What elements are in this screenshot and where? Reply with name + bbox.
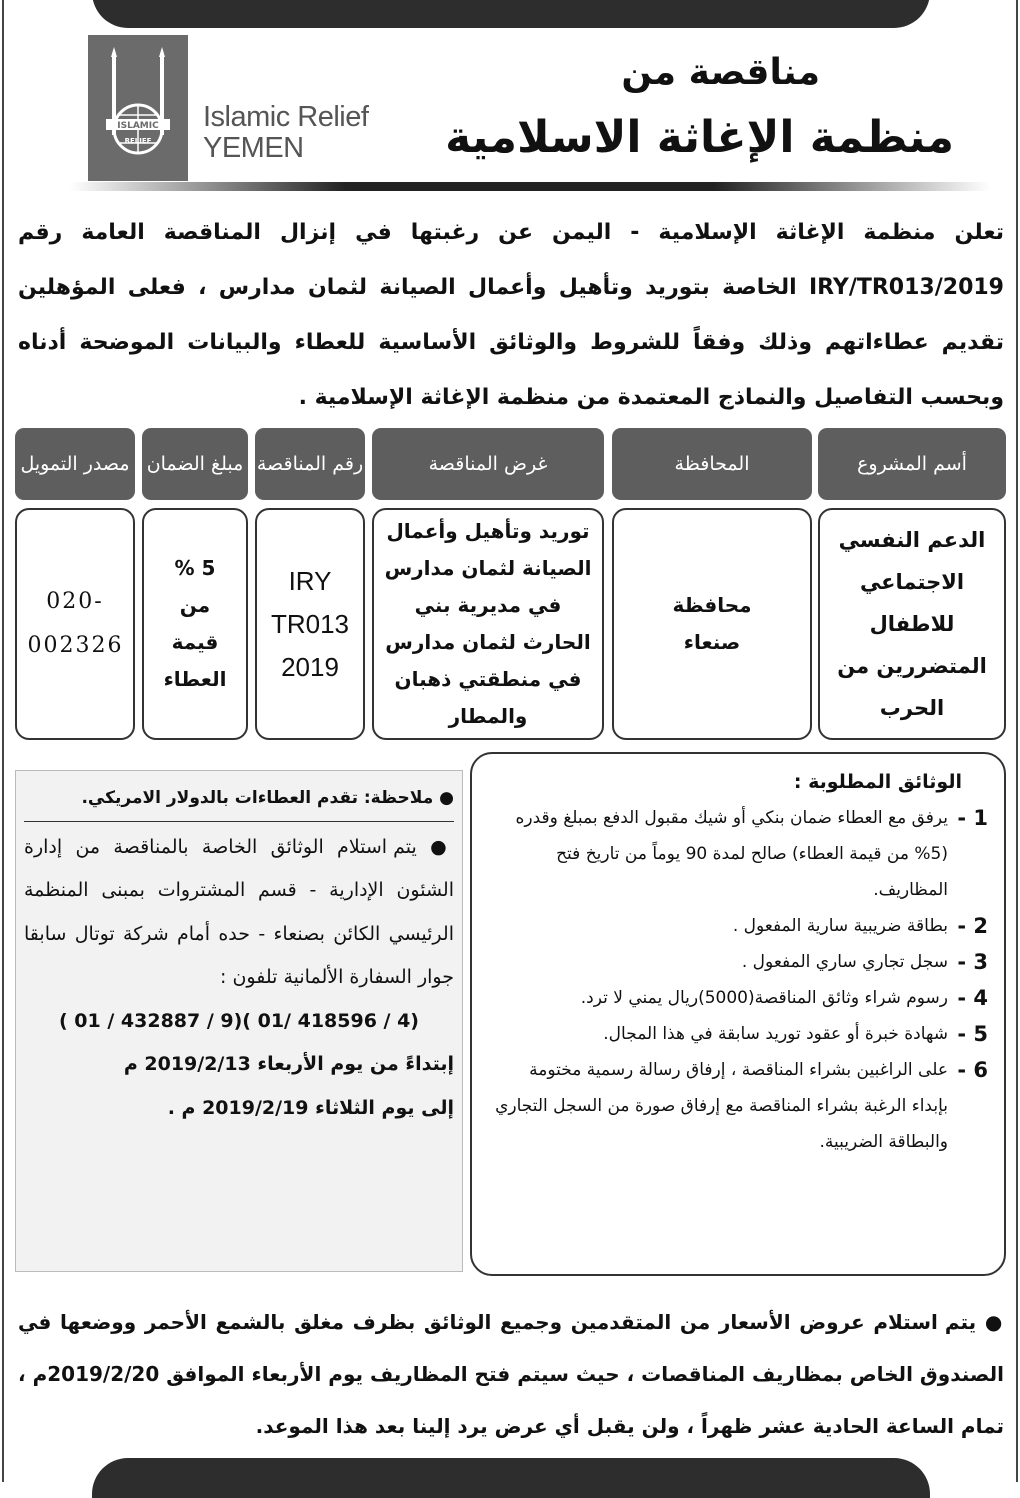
footer-text: يتم استلام عروض الأسعار من المتقدمين وجميع الوثائق بظرف مغلق بالشمع الأحمر ووضعها في الصندوق الخاص بمظاريف المناقصات ، حيث سيتم فتح المظاريف يوم الأربعاء الموافق 2019/2/20م ، تمام الساعة الحادية عشر ظهراً ، ولن يقبل أي عرض يرد إلينا بعد هذا الموعد. xyxy=(18,1310,1004,1438)
item-number: 6 - xyxy=(957,1058,988,1082)
document-item xyxy=(488,1016,988,1052)
cell-governorate xyxy=(612,508,812,740)
document-item xyxy=(488,800,988,908)
document-item xyxy=(488,1052,988,1160)
header-governorate: المحافظة xyxy=(612,428,812,500)
item-text: رسوم شراء وثائق المناقصة(5000)ريال يمني لا ترد. xyxy=(580,988,948,1008)
cell-funding xyxy=(15,508,135,740)
purpose-value: توريد وتأهيل وأعمال الصيانة لثمان مدارس في مديرية بني الحارث لثمان مدارس في منطقتي ذهبان والمطار xyxy=(384,519,592,728)
item-number: 3 - xyxy=(957,950,988,974)
end-date: إلى يوم الثلاثاء 2019/2/19 م . xyxy=(167,1096,454,1119)
tender-number-value: IRY TR013 2019 xyxy=(270,565,350,682)
item-number: 1 - xyxy=(957,806,988,830)
governorate-value: محافظة صنعاء xyxy=(672,593,752,654)
brand-line1: Islamic Relief xyxy=(203,101,369,133)
phone-numbers: ( 01 / 432887 / 9)( 01/ 418596 / 4) xyxy=(59,1009,419,1032)
start-date: إبتداءً من يوم الأربعاء 2019/2/13 م xyxy=(123,1053,454,1075)
svg-text:RELIEF: RELIEF xyxy=(124,137,152,145)
intro-paragraph: تعلن منظمة الإغاثة الإسلامية - اليمن عن رغبتها في إنزال المناقصة العامة رقم IRY/TR013/2019 الخاصة بتوريد وتأهيل وأعمال الصيانة لثمان مدارس ، فعلى المؤهلين تقديم عطاءاتهم وذلك وفقاً للشروط والوثائق الأساسية للعطاء والبيانات الموضحة أدناه وبحسب التفاصيل والنماذج المعتمدة من منظمة الإغاثة الإسلامية . xyxy=(18,220,1004,410)
title-line2: منظمة الإغاثة الاسلامية xyxy=(445,112,954,163)
item-text: على الراغبين بشراء المناقصة ، إرفاق رسالة رسمية مختومة بإبداء الرغبة بشراء المناقصة مع إرفاق صورة من السجل التجاري والبطاقة الضريبية. xyxy=(495,1060,948,1152)
header-purpose: غرض المناقصة xyxy=(372,428,604,500)
divider xyxy=(70,182,990,191)
documents-title: الوثائق المطلوبة : xyxy=(793,771,962,793)
brand-line2: YEMEN xyxy=(203,132,304,164)
footer-paragraph: ● يتم استلام عروض الأسعار من المتقدمين وجميع الوثائق بظرف مغلق بالشمع الأحمر ووضعها في الصندوق الخاص بمظاريف المناقصات ، حيث سيتم فتح المظاريف يوم الأربعاء الموافق 2019/2/20م ، تمام الساعة الحادية عشر ظهراً ، ولن يقبل أي عرض يرد إلينا بعد هذا الموعد. xyxy=(18,1310,1004,1438)
document-item xyxy=(488,980,988,1016)
header-project: أسم المشروع xyxy=(818,428,1006,500)
header-guarantee: مبلغ الضمان xyxy=(142,428,248,500)
item-text: سجل تجاري ساري المفعول . xyxy=(741,952,948,972)
title-line1: مناقصة من xyxy=(621,52,820,93)
receipt-info: ● يتم استلام الوثائق الخاصة بالمناقصة من إدارة الشئون الإدارية - قسم المشتروات بمبنى المنظمة الرئيسي الكائن بصنعاء - حده أمام شركة توتال سابقا جوار السفارة الألمانية تلفون : xyxy=(24,835,454,988)
item-number: 2 - xyxy=(957,914,988,938)
note-usd: ● ملاحظة: تقدم العطاءات بالدولار الامريكي. xyxy=(24,777,454,822)
top-banner-bar xyxy=(92,0,930,28)
project-name: الدعم النفسي الاجتماعي للاطفال المتضررين من الحرب xyxy=(837,528,987,720)
note-text: ملاحظة: تقدم العطاءات بالدولار الامريكي. xyxy=(81,788,434,808)
item-text: يرفق مع العطاء ضمان بنكي أو شيك مقبول الدفع بمبلغ وقدره (5% من قيمة العطاء) صالح لمدة 90 يوماً من تاريخ فتح المظاريف. xyxy=(515,808,948,900)
receipt-text: يتم استلام الوثائق الخاصة بالمناقصة من إدارة الشئون الإدارية - قسم المشتروات بمبنى المنظمة الرئيسي الكائن بصنعاء - حده أمام شركة توتال سابقا جوار السفارة الألمانية تلفون : xyxy=(24,835,454,988)
cell-guarantee xyxy=(142,508,248,740)
bottom-banner-bar xyxy=(92,1458,930,1498)
required-documents-box xyxy=(470,752,1006,1276)
item-number: 5 - xyxy=(957,1022,988,1046)
cell-project xyxy=(818,508,1006,740)
funding-value: 020- 002326 xyxy=(27,589,124,658)
header-funding: مصدر التمويل xyxy=(15,428,135,500)
header-tender-number: رقم المناقصة xyxy=(255,428,365,500)
cell-purpose xyxy=(372,508,604,740)
islamic-relief-logo xyxy=(88,35,188,181)
mosque-globe-icon xyxy=(98,43,178,173)
brand-name xyxy=(203,102,368,164)
document-item xyxy=(488,944,988,980)
item-text: شهادة خبرة أو عقود توريد سابقة في هذا المجال. xyxy=(603,1024,948,1044)
item-text: بطاقة ضريبية سارية المفعول . xyxy=(732,916,948,936)
document-item xyxy=(488,908,988,944)
cell-tender-number xyxy=(255,508,365,740)
svg-text:ISLAMIC: ISLAMIC xyxy=(117,121,159,131)
guarantee-value: 5 % من قيمة العطاء xyxy=(163,556,227,691)
item-number: 4 - xyxy=(957,986,988,1010)
notes-box xyxy=(15,770,463,1272)
